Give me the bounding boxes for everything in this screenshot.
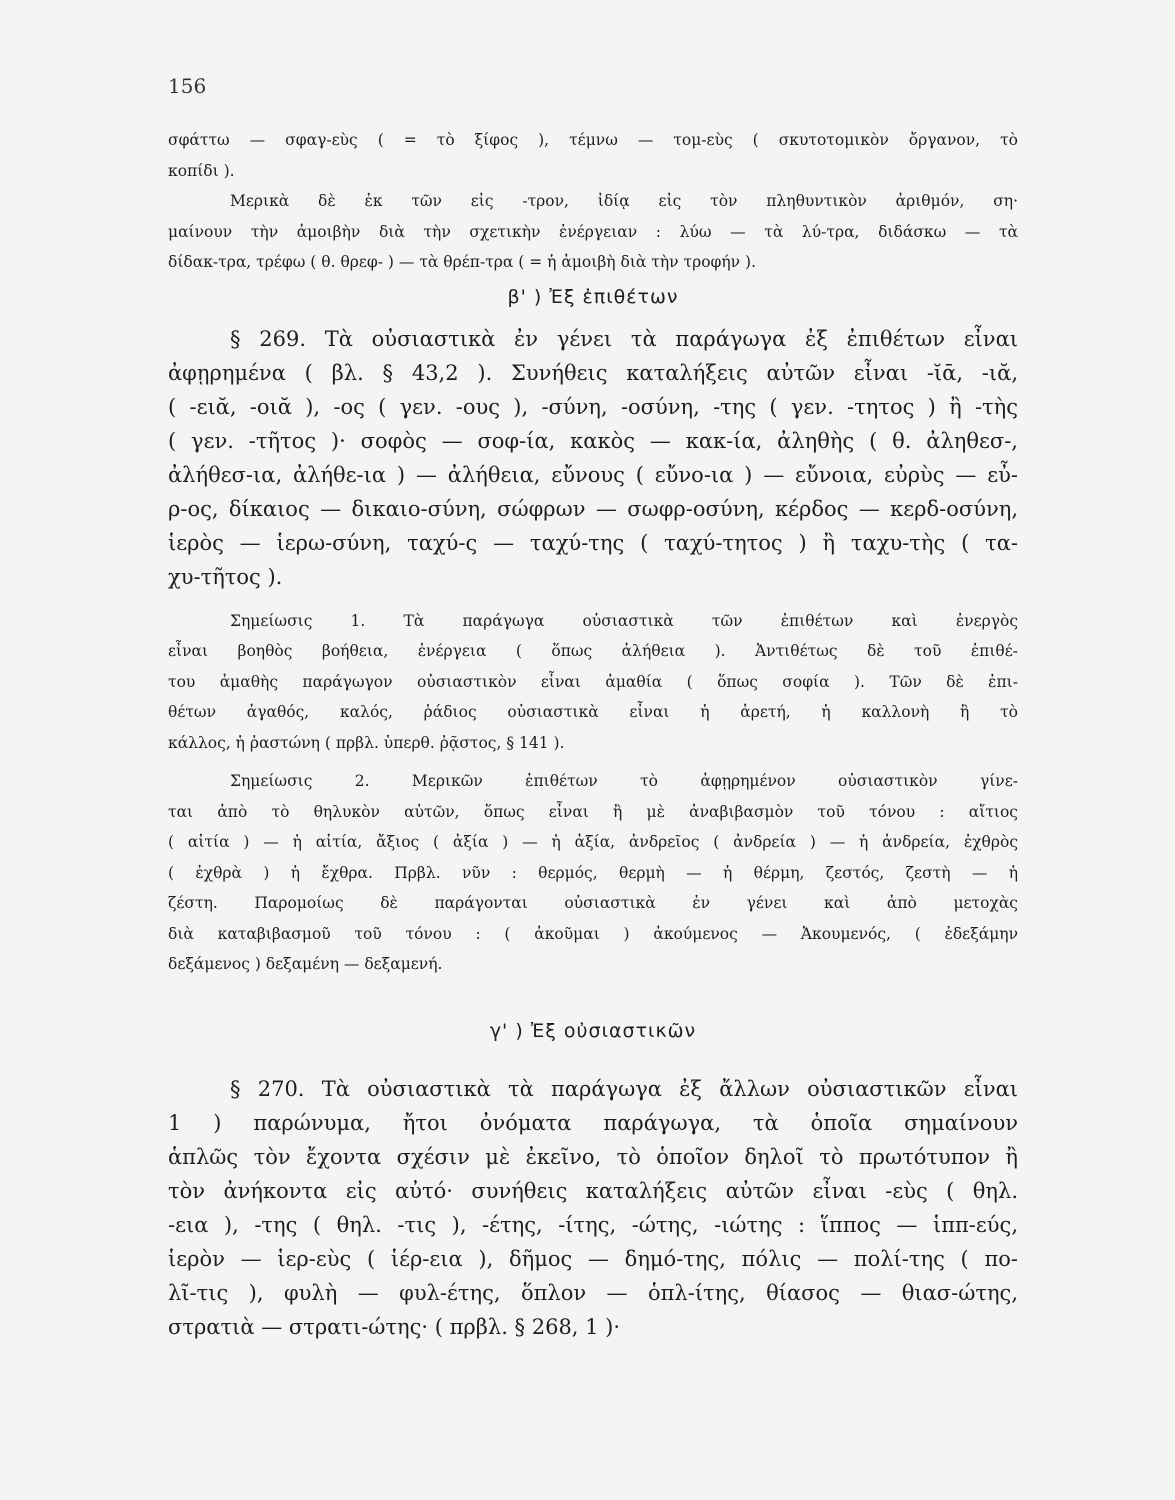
text-line: λῖ-τις ), φυλὴ — φυλ-έτης, ὅπλον — ὁπλ-ίτης, θίασος — θιασ-ώτης, [168, 1280, 1018, 1305]
text-line: μαίνουν τὴν ἀμοιβὴν διὰ τὴν σχετικὴν ἐνέργειαν : λύω — τὰ λύ-τρα, διδάσκω — τὰ [168, 222, 1018, 241]
paragraph-269 [168, 322, 1018, 594]
text-line: § 270. Τὰ οὐσιαστικὰ τὰ παράγωγα ἐξ ἄλλων οὐσιαστικῶν εἶναι [230, 1076, 1018, 1101]
text-line: § 269. Τὰ οὐσιαστικὰ ἐν γένει τὰ παράγωγα ἐξ ἐπιθέτων εἶναι [230, 326, 1018, 351]
text-line: ἁπλῶς τὸν ἔχοντα σχέσιν μὲ ἐκεῖνο, τὸ ὁποῖον δηλοῖ τὸ πρωτότυπον ἢ [168, 1144, 1018, 1169]
text-line: ζέστη. Παρομοίως δὲ παράγονται οὐσιαστικὰ ἐν γένει καὶ ἀπὸ μετοχὰς [168, 894, 1018, 912]
text-line: ( γεν. -τῆτος )· σοφὸς — σοφ-ία, κακὸς — κακ-ία, ἀληθὴς ( θ. ἀληθεσ-, [168, 428, 1018, 453]
note-2 [168, 766, 1018, 980]
text-line: δεξάμενος ) δεξαμένη — δεξαμενή. [168, 955, 443, 973]
text-line: ( -ειᾰ, -οιᾰ ), -ος ( γεν. -ους ), -σύνη, -οσύνη, -της ( γεν. -τητος ) ἢ -τὴς [168, 394, 1018, 419]
page-number: 156 [168, 74, 207, 98]
text-line: ἱερὸς — ἱερω-σύνη, ταχύ-ς — ταχύ-της ( ταχύ-τητος ) ἢ ταχυ-τὴς ( τα- [168, 530, 1018, 555]
text-line: τὸν ἀνήκοντα εἰς αὐτό· συνήθεις καταλήξεις αὐτῶν εἶναι -εὺς ( θηλ. [168, 1178, 1018, 1203]
text-line: Σημείωσις 2. Μερικῶν ἐπιθέτων τὸ ἀφῃρημένον οὐσιαστικὸν γίνε- [230, 772, 1018, 790]
text-line: ρ-ος, δίκαιος — δικαιο-σύνη, σώφρων — σωφρ-οσύνη, κέρδος — κερδ-οσύνη, [168, 496, 1018, 521]
text-line: ( ἐχθρὰ ) ἡ ἔχθρα. Πρβλ. νῦν : θερμός, θερμὴ — ἡ θέρμη, ζεστός, ζεστὴ — ἡ [168, 863, 1018, 882]
text-line: ἀλήθεσ-ια, ἀλήθε-ια ) — ἀλήθεια, εὔνους ( εὔνο-ια ) — εὔνοια, εὐρὺς — εὖ- [168, 462, 1018, 487]
text-line: Σημείωσις 1. Τὰ παράγωγα οὐσιαστικὰ τῶν ἐπιθέτων καὶ ἐνεργὸς [230, 611, 1018, 630]
note-1 [168, 606, 1018, 759]
intro-paragraph [168, 125, 1018, 278]
text-line: -εια ), -της ( θηλ. -τις ), -έτης, -ίτης, -ώτης, -ιώτης : ἵππος — ἱππ-εύς, [168, 1212, 1018, 1237]
text-line: ται ἀπὸ τὸ θηλυκὸν αὐτῶν, ὅπως εἶναι ἢ μὲ ἀναβιβασμὸν τοῦ τόνου : αἴτιος [168, 802, 1018, 821]
text-line: διὰ καταβιβασμοῦ τοῦ τόνου : ( ἀκοῦμαι ) ἀκούμενος — Ἀκουμενός, ( ἐδεξάμην [168, 924, 1018, 943]
section-heading-beta: β' ) Ἐξ ἐπιθέτων [507, 285, 679, 308]
text-line: 1 ) παρώνυμα, ἤτοι ὀνόματα παράγωγα, τὰ ὁποῖα σημαίνουν [168, 1110, 1018, 1135]
text-line: θέτων ἀγαθός, καλός, ῥάδιος οὐσιαστικὰ εἶναι ἡ ἀρετή, ἡ καλλονὴ ἢ τὸ [168, 703, 1018, 721]
text-line: σφάττω — σφαγ-εὺς ( = τὸ ξίφος ), τέμνω — τομ-εὺς ( σκυτοτομικὸν ὄργανον, τὸ [168, 131, 1018, 149]
text-line: ἱερὸν — ἱερ-εὺς ( ἱέρ-εια ), δῆμος — δημό-της, πόλις — πολί-της ( πο- [168, 1246, 1018, 1271]
text-line: χυ-τῆτος ). [168, 564, 283, 589]
text-line: δίδακ-τρα, τρέφω ( θ. θρεφ- ) — τὰ θρέπ-τρα ( = ἡ ἀμοιβὴ διὰ τὴν τροφήν ). [168, 253, 757, 271]
text-line: Μερικὰ δὲ ἐκ τῶν εἰς -τρον, ἰδίᾳ εἰς τὸν πληθυντικὸν ἀριθμόν, ση· [230, 192, 1018, 210]
text-line: κοπίδι ). [168, 161, 235, 180]
page-body [168, 125, 1018, 1344]
paragraph-270 [168, 1072, 1018, 1344]
text-line: κάλλος, ἡ ῥαστώνη ( πρβλ. ὑπερθ. ῥᾷστος, § 141 ). [168, 733, 565, 752]
text-line: στρατιὰ — στρατι-ώτης· ( πρβλ. § 268, 1 )· [168, 1314, 621, 1339]
text-line: ἀφῃρημένα ( βλ. § 43,2 ). Συνήθεις καταλήξεις αὐτῶν εἶναι -ῐᾱ, -ιᾰ, [168, 360, 1018, 385]
text-line: ( αἰτία ) — ἡ αἰτία, ἄξιος ( ἀξία ) — ἡ ἀξία, ἀνδρεῖος ( ἀνδρεία ) — ἡ ἀνδρεία, ἐχθρὸς [168, 833, 1018, 851]
text-line: του ἀμαθὴς παράγωγον οὐσιαστικὸν εἶναι ἀμαθία ( ὅπως σοφία ). Τῶν δὲ ἐπι- [168, 672, 1018, 691]
text-line: εἶναι βοηθὸς βοήθεια, ἐνέργεια ( ὅπως ἀλήθεια ). Ἀντιθέτως δὲ τοῦ ἐπιθέ- [168, 642, 1018, 660]
section-heading-gamma: γ' ) Ἐξ οὐσιαστικῶν [489, 1019, 697, 1042]
